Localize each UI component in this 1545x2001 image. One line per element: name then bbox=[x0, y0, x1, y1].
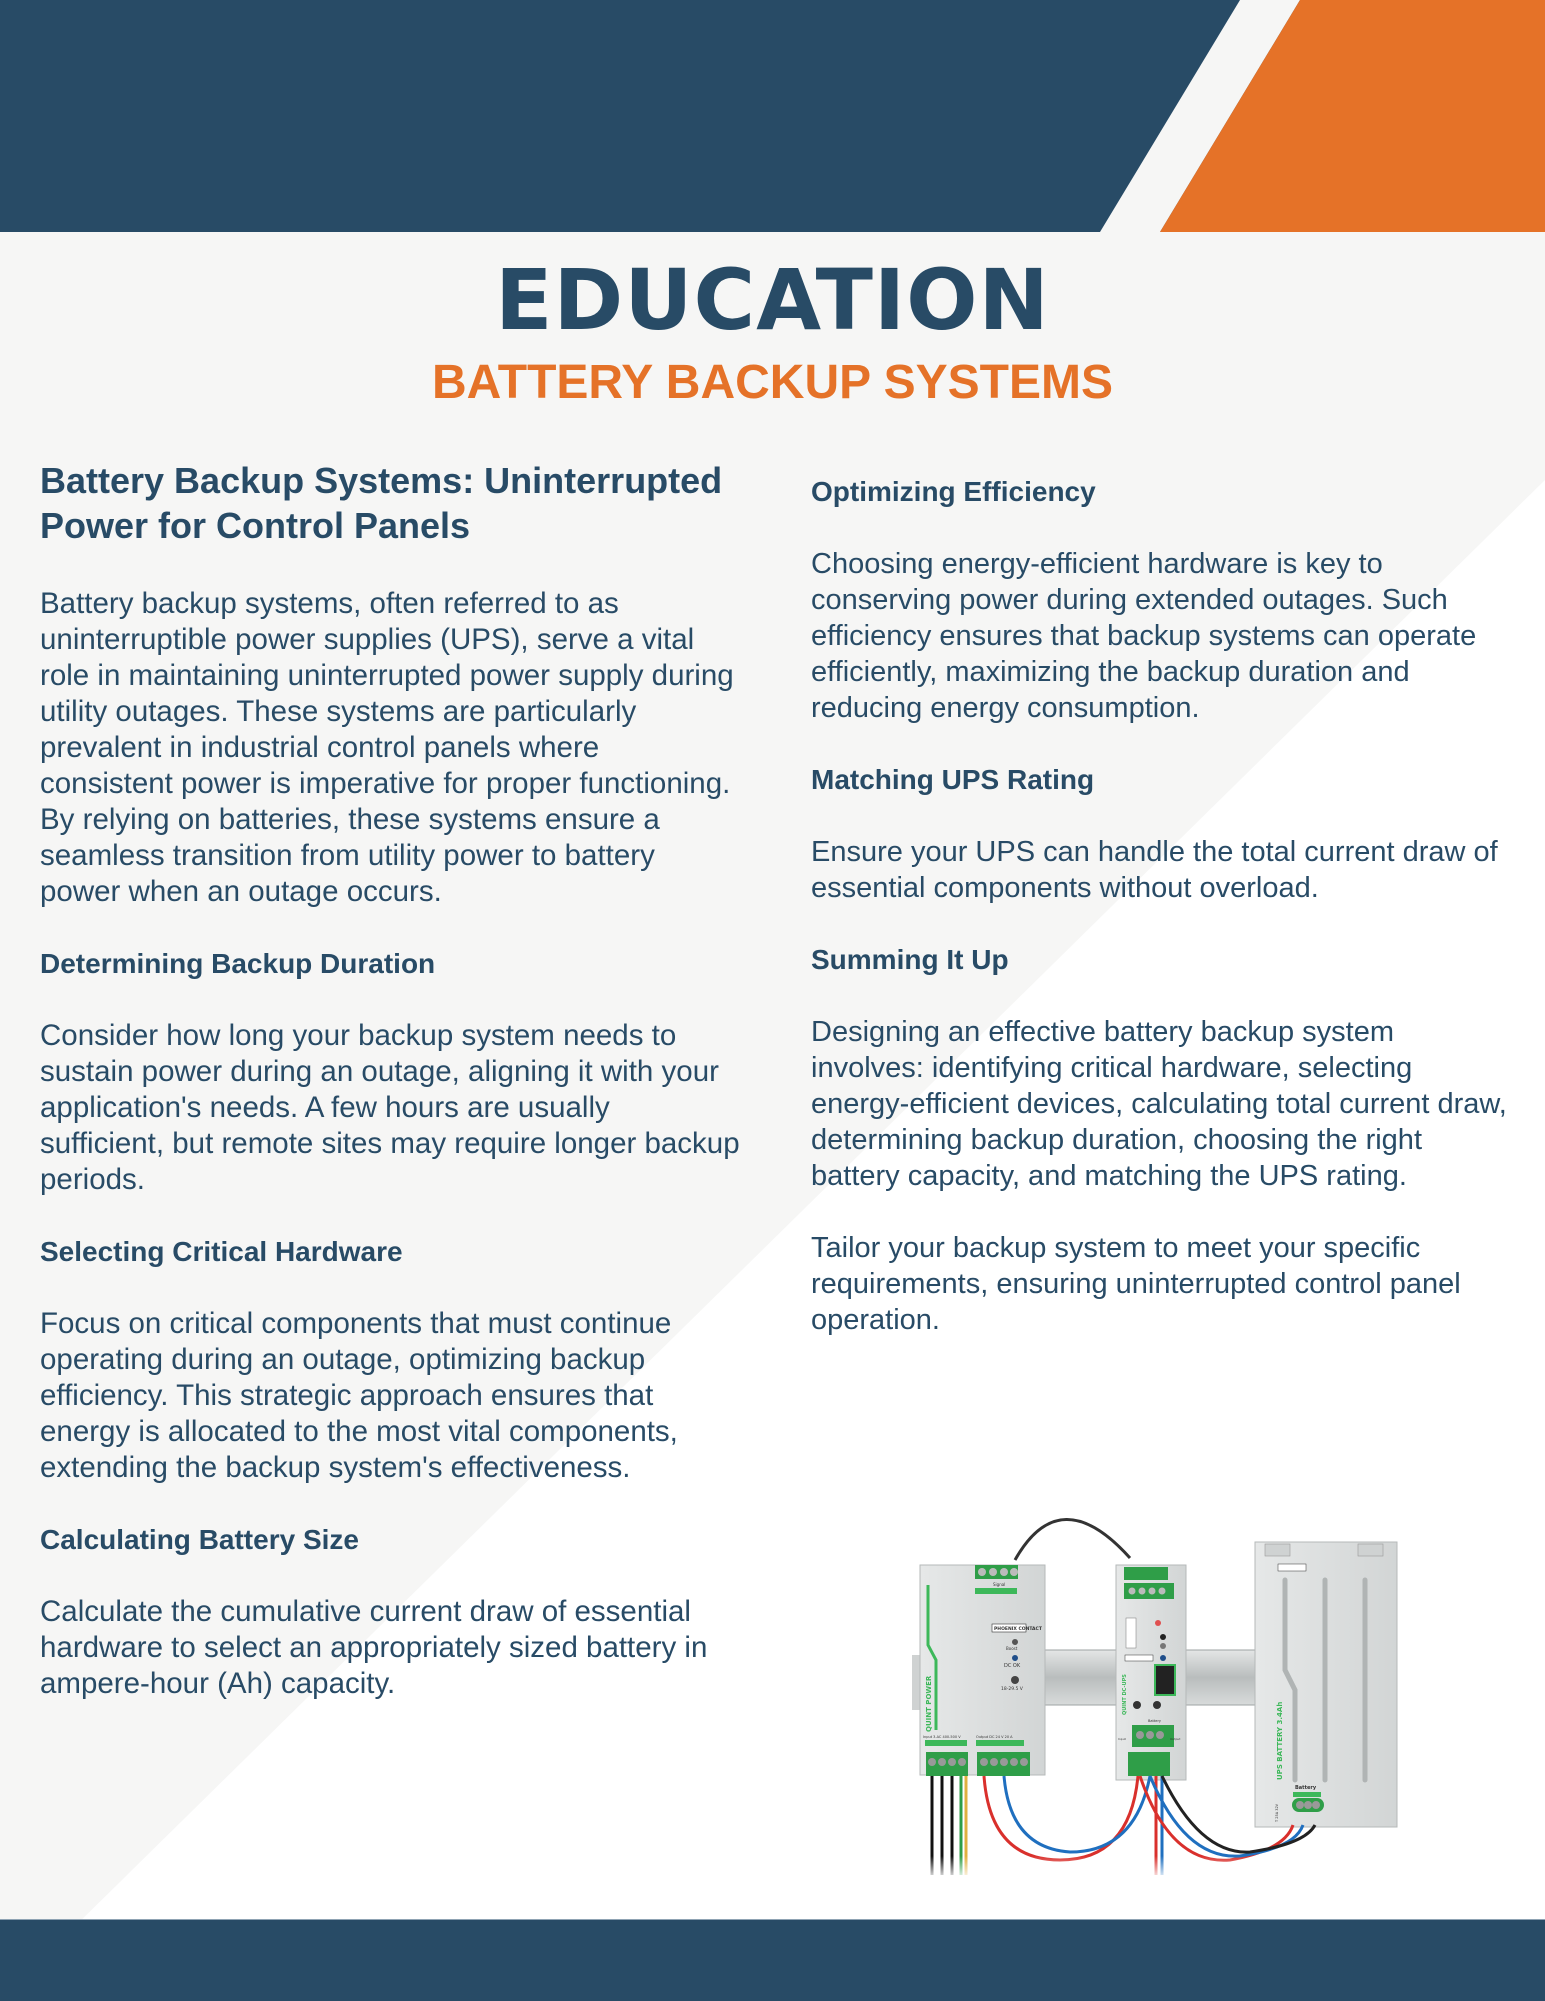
left-column bbox=[40, 458, 740, 1738]
section-body-ups-rating: Ensure your UPS can handle the total current draw of essential components without overload. bbox=[811, 836, 1498, 904]
svg-text:DC OK: DC OK bbox=[1004, 1663, 1021, 1669]
section-heading-optimizing-efficiency: Optimizing Efficiency bbox=[811, 476, 1096, 507]
svg-text:Output: Output bbox=[1170, 1737, 1181, 1741]
svg-text:Signal: Signal bbox=[993, 1582, 1006, 1587]
svg-text:18-29.5 V: 18-29.5 V bbox=[1001, 1687, 1023, 1692]
signal-cable bbox=[1015, 1519, 1130, 1560]
svg-text:Input 3-AC 400-500 V: Input 3-AC 400-500 V bbox=[923, 1735, 961, 1739]
closing-paragraph: Tailor your backup system to meet your specific requirements, ensuring uninterrupted control panel operation. bbox=[811, 1232, 1461, 1336]
header-banner bbox=[0, 0, 1545, 232]
svg-text:Battery: Battery bbox=[1148, 1719, 1161, 1723]
section-body-battery-size: Calculate the cumulative current draw of essential hardware to select an appropriately sized battery in ampere-hour (Ah) capacity. bbox=[40, 1595, 708, 1700]
section-body-optimizing-efficiency: Choosing energy-efficient hardware is key to conserving power during extended outages. Such efficiency ensures that backup systems can operate efficiently, maximizing the backup duration and reducing energy consumption. bbox=[811, 548, 1477, 724]
svg-text:UPS BATTERY 3.4Ah: UPS BATTERY 3.4Ah bbox=[1276, 1701, 1284, 1780]
section-heading-backup-duration: Determining Backup Duration bbox=[40, 948, 436, 979]
svg-text:Output DC 24 V 20 A: Output DC 24 V 20 A bbox=[976, 1735, 1013, 1739]
section-body-critical-hardware: Focus on critical components that must continue operating during an outage, optimizing backup efficiency. This strategic approach ensures that energy is allocated to the most vital components, extending the backup system's effectiveness. bbox=[40, 1307, 678, 1484]
svg-text:QUINT POWER: QUINT POWER bbox=[925, 1675, 933, 1732]
article-heading: Battery Backup Systems: Uninterrupted Power for Control Panels bbox=[40, 460, 723, 546]
intro-paragraph: Battery backup systems, often referred to as uninterruptible power supplies (UPS), serve a vital role in maintaining uninterrupted power supply during utility outages. These systems are particularly prevalent in industrial control panels where consistent power is imperative for proper functioning. By relying on batteries, these systems ensure a seamless transition from utility power to battery power when an outage occurs. bbox=[40, 587, 734, 908]
footer-band bbox=[0, 1919, 1545, 2001]
quint-power-supply bbox=[920, 1565, 1045, 1776]
section-heading-battery-size: Calculating Battery Size bbox=[40, 1524, 359, 1555]
ups-product-image bbox=[900, 1500, 1420, 1880]
svg-text:Battery: Battery bbox=[1295, 1785, 1317, 1791]
svg-text:PHOENIX CONTACT: PHOENIX CONTACT bbox=[994, 1627, 1042, 1632]
svg-text:QUINT DC-UPS: QUINT DC-UPS bbox=[1122, 1674, 1128, 1715]
section-heading-critical-hardware: Selecting Critical Hardware bbox=[40, 1236, 403, 1267]
svg-text:Input: Input bbox=[1118, 1737, 1126, 1741]
section-body-summing-up: Designing an effective battery backup system involves: identifying critical hardware, selecting energy-efficient devices, calculating total current draw, determining backup duration, choosing the right battery capacity, and matching the UPS rating. bbox=[811, 1016, 1507, 1192]
section-heading-ups-rating: Matching UPS Rating bbox=[811, 764, 1095, 795]
svg-text:Boost: Boost bbox=[1006, 1646, 1018, 1651]
page-subtitle: BATTERY BACKUP SYSTEMS bbox=[432, 356, 1113, 409]
page-title: EDUCATION bbox=[495, 251, 1050, 349]
right-column bbox=[811, 474, 1511, 1374]
section-heading-summing-up: Summing It Up bbox=[811, 944, 1009, 975]
section-body-backup-duration: Consider how long your backup system needs to sustain power during an outage, aligning it with your application's needs. A few hours are usually sufficient, but remote sites may require longer backup periods. bbox=[40, 1019, 740, 1196]
ups-battery-pack bbox=[1255, 1542, 1397, 1827]
quint-dc-ups-module bbox=[1116, 1565, 1186, 1780]
